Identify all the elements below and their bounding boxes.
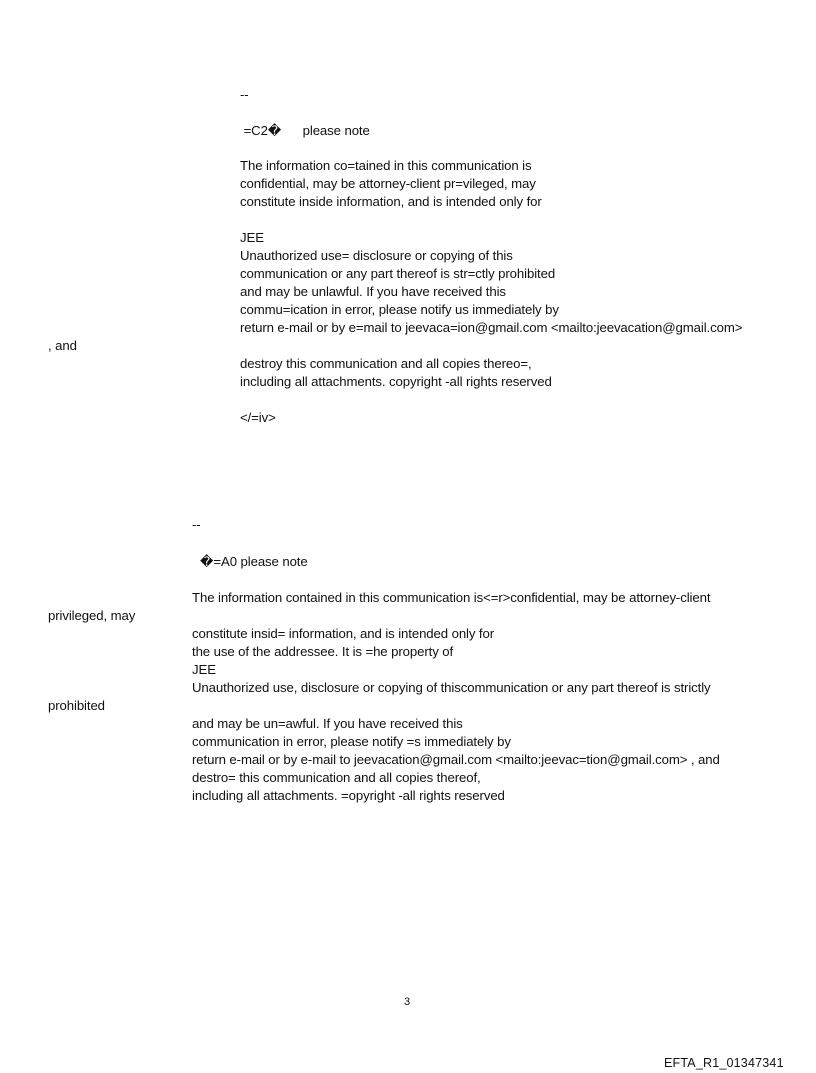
block1-line: constitute inside information, and is intended only for — [240, 194, 542, 209]
separator-2: -- — [192, 517, 201, 532]
block1-line: and may be unlawful. If you have received this — [240, 284, 506, 299]
block1-line: commu=ication in error, please notify us immediately by — [240, 302, 559, 317]
block2-line: The information contained in this communication is<=r>confidential, may be attorney-client — [192, 590, 711, 605]
block1-line: destroy this communication and all copies thereo=, — [240, 356, 532, 371]
block2-line: return e-mail or by e-mail to jeevacation@gmail.com <mailto:jeevac=tion@gmail.com> , and — [192, 752, 720, 767]
block2-line: JEE — [192, 662, 216, 677]
block1-line: </=iv> — [240, 410, 276, 425]
block2-line: Unauthorized use, disclosure or copying of thiscommunication or any part thereof is strictly — [192, 680, 711, 695]
block2-line: and may be un=awful. If you have received this — [192, 716, 463, 731]
block2-line: destro= this communication and all copies thereof, — [192, 770, 481, 785]
block1-line: return e-mail or by e=mail to jeevaca=ion@gmail.com <mailto:jeevacation@gmail.com> — [240, 320, 743, 335]
block2-line: including all attachments. =opyright -all rights reserved — [192, 788, 505, 803]
block2-line: prohibited — [48, 698, 105, 713]
bates-number: EFTA_R1_01347341 — [664, 1056, 784, 1070]
page-number: 3 — [404, 996, 411, 1008]
block2-line: privileged, may — [48, 608, 136, 623]
block1-line: , and — [48, 338, 77, 353]
block2-line: the use of the addressee. It is =he property of — [192, 644, 454, 659]
block2-line: constitute insid= information, and is intended only for — [192, 626, 495, 641]
block1-line: confidential, may be attorney-client pr=vileged, may — [240, 176, 536, 191]
block1-line: including all attachments. copyright -all rights reserved — [240, 374, 552, 389]
separator-1: -- — [240, 87, 249, 102]
block1-line: Unauthorized use= disclosure or copying of this — [240, 248, 513, 263]
please-note-line-2: �=A0 please note — [200, 554, 308, 569]
block1-line: JEE — [240, 230, 264, 245]
please-note-line-1: =C2� please note — [240, 123, 370, 138]
block2-line: communication in error, please notify =s immediately by — [192, 734, 511, 749]
block1-line: communication or any part thereof is str=ctly prohibited — [240, 266, 556, 281]
block1-line: The information co=tained in this communication is — [240, 158, 532, 173]
